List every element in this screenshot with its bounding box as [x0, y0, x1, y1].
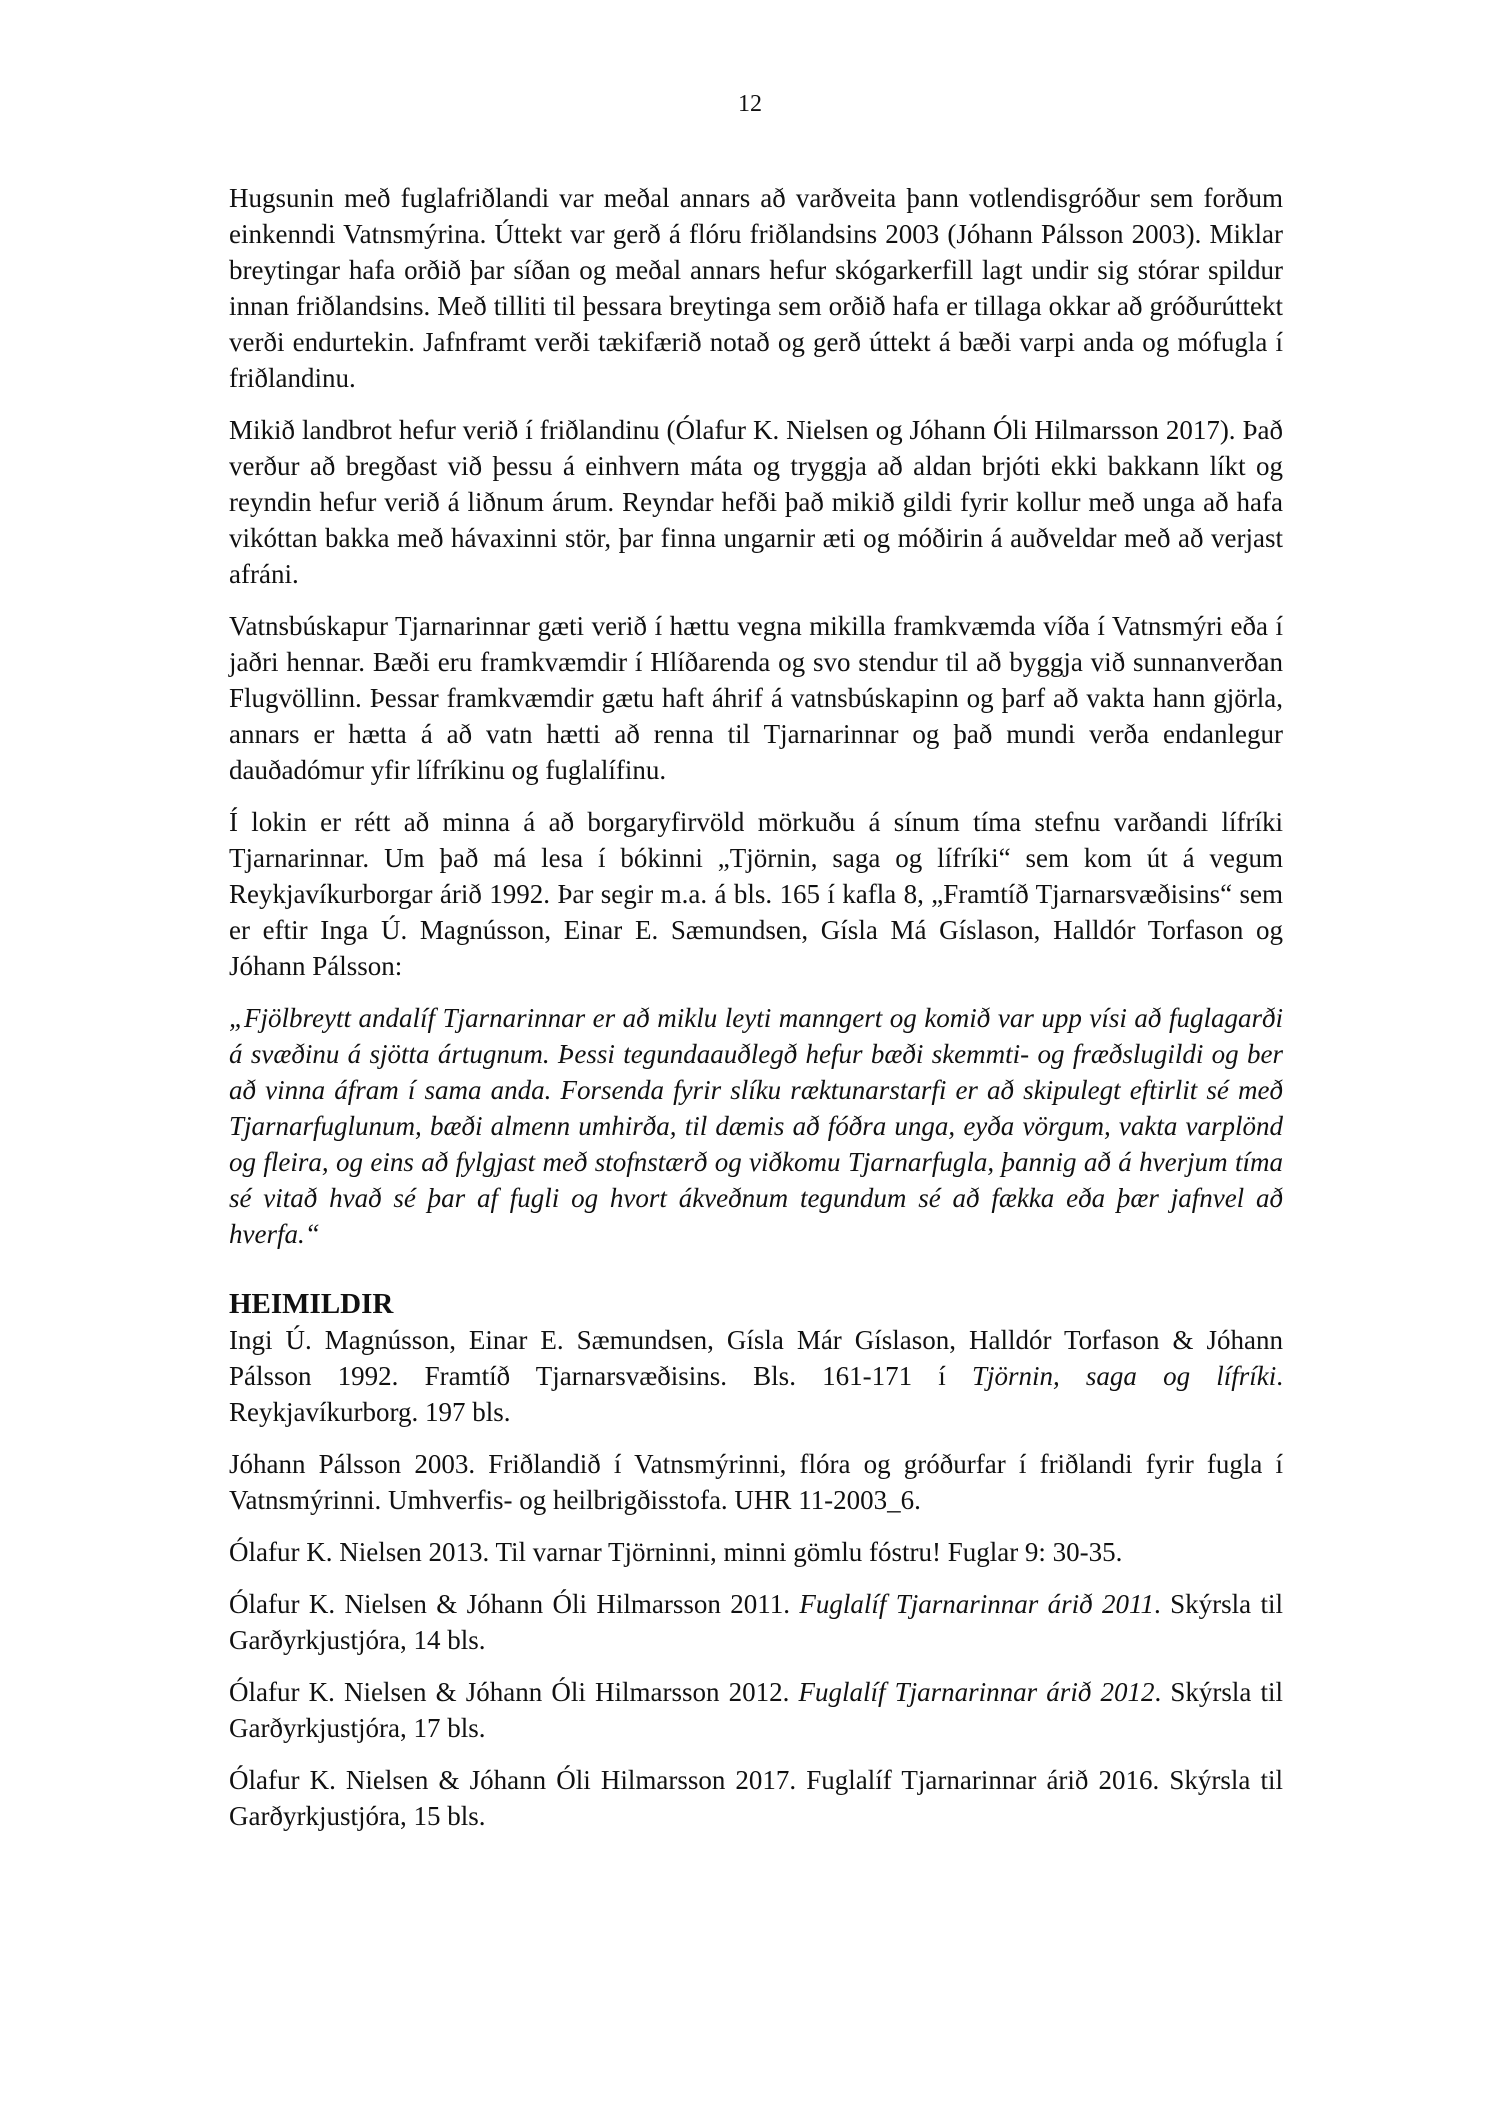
reference-1-text: Ingi Ú. Magnússon, Einar E. Sæmundsen, Gísla Már Gíslason, Halldór Torfason & Jóhann Pálsson 1992. Framtíð Tjarnarsvæðisins. Bls. 161-171 í: [229, 1325, 1283, 1391]
reference-4-tail: . Skýrsla til Garðyrkjustjóra, 14 bls.: [229, 1589, 1283, 1655]
reference-5-tail: . Skýrsla til Garðyrkjustjóra, 17 bls.: [229, 1677, 1283, 1743]
reference-item-1: [229, 1322, 1283, 1430]
reference-5-text: Ólafur K. Nielsen & Jóhann Óli Hilmarsson 2012.: [229, 1677, 799, 1707]
block-quote: „Fjölbreytt andalíf Tjarnarinnar er að miklu leyti manngert og komið var upp vísi að fuglagarði á svæðinu á sjötta ártugnum. Þessi tegundaauðlegð hefur bæði skemmti- og fræðslugildi og ber að vinna áfram í sama anda. Forsenda fyrir slíku ræktunarstarfi er að skipulegt eftirlit sé með Tjarnarfuglunum, bæði almenn umhirða, til dæmis að fóðra unga, eyða vörgum, vakta varplönd og fleira, og eins að fylgjast með stofnstærð og viðkomu Tjarnarfugla, þannig að á hverjum tíma sé vitað hvað sé þar af fugli og hvort ákveðnum tegundum sé að fækka eða þær jafnvel að hverfa.“: [229, 1003, 1283, 1249]
reference-5-title: Fuglalíf Tjarnarinnar árið 2012: [798, 1677, 1155, 1707]
reference-4-text: Ólafur K. Nielsen & Jóhann Óli Hilmarsson 2011.: [229, 1589, 800, 1619]
paragraph-1: Hugsunin með fuglafriðlandi var meðal annars að varðveita þann votlendisgróður sem forðum einkenndi Vatnsmýrina. Úttekt var gerð á flóru friðlandsins 2003 (Jóhann Pálsson 2003). Miklar breytingar hafa orðið þar síðan og meðal annars hefur skógarkerfill lagt undir sig stórar spildur innan friðlandsins. Með tilliti til þessara breytinga sem orðið hafa er tillaga okkar að gróðurúttekt verði endurtekin. Jafnframt verði tækifærið notað og gerð úttekt á bæði varpi anda og mófugla í friðlandinu.: [229, 183, 1283, 393]
reference-item-5: [229, 1674, 1283, 1746]
reference-2-text: Jóhann Pálsson 2003. Friðlandið í Vatnsmýrinni, flóra og gróðurfar í friðlandi fyrir fugla í Vatnsmýrinni. Umhverfis- og heilbrigðisstofa. UHR 11-2003_6.: [229, 1449, 1283, 1515]
reference-6-text: Ólafur K. Nielsen & Jóhann Óli Hilmarsson 2017. Fuglalíf Tjarnarinnar árið 2016. Skýrsla til Garðyrkjustjóra, 15 bls.: [229, 1765, 1283, 1831]
reference-item-2: [229, 1446, 1283, 1518]
reference-item-4: [229, 1586, 1283, 1658]
reference-3-text: Ólafur K. Nielsen 2013. Til varnar Tjörninni, minni gömlu fóstru! Fuglar 9: 30-35.: [229, 1537, 1123, 1567]
reference-4-title: Fuglalíf Tjarnarinnar árið 2011: [799, 1589, 1154, 1619]
references-heading: HEIMILDIR: [229, 1288, 394, 1320]
reference-1-tail: . Reykjavíkurborg. 197 bls.: [229, 1361, 1283, 1427]
reference-item-6: [229, 1762, 1283, 1834]
document-body: [229, 180, 1283, 1850]
page-number: 12: [738, 91, 762, 117]
reference-item-3: [229, 1534, 1283, 1570]
paragraph-2: Mikið landbrot hefur verið í friðlandinu (Ólafur K. Nielsen og Jóhann Óli Hilmarsson 2017). Það verður að bregðast við þessu á einhvern máta og tryggja að aldan brjóti ekki bakkann líkt og reyndin hefur verið á liðnum árum. Reyndar hefði það mikið gildi fyrir kollur með unga að hafa vikóttan bakka með hávaxinni stör, þar finna ungarnir æti og móðirin á auðveldar með að verjast afráni.: [229, 415, 1283, 589]
reference-1-title: Tjörnin, saga og lífríki: [971, 1361, 1277, 1391]
paragraph-3: Vatnsbúskapur Tjarnarinnar gæti verið í hættu vegna mikilla framkvæmda víða í Vatnsmýri eða í jaðri hennar. Bæði eru framkvæmdir í Hlíðarenda og svo stendur til að byggja við sunnanverðan Flugvöllinn. Þessar framkvæmdir gætu haft áhrif á vatnsbúskapinn og þarf að vakta hann gjörla, annars er hætta á að vatn hætti að renna til Tjarnarinnar og það mundi verða endanlegur dauðadómur yfir lífríkinu og fuglalífinu.: [229, 611, 1283, 785]
paragraph-4: Í lokin er rétt að minna á að borgaryfirvöld mörkuðu á sínum tíma stefnu varðandi lífríki Tjarnarinnar. Um það má lesa í bókinni „Tjörnin, saga og lífríki“ sem kom út á vegum Reykjavíkurborgar árið 1992. Þar segir m.a. á bls. 165 í kafla 8, „Framtíð Tjarnarsvæðisins“ sem er eftir Inga Ú. Magnússon, Einar E. Sæmundsen, Gísla Má Gíslason, Halldór Torfason og Jóhann Pálsson:: [229, 807, 1283, 981]
